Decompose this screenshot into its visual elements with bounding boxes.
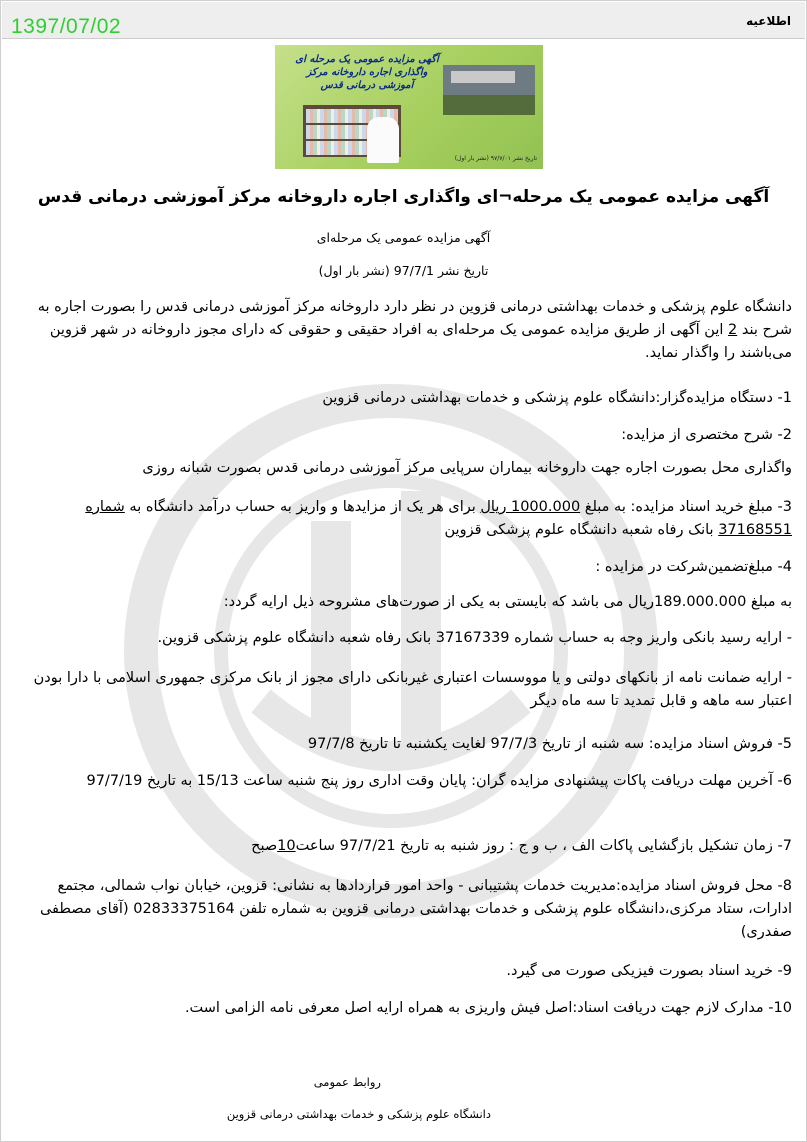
item-4-option-2: - ارایه ضمانت نامه از بانکهای دولتی و یا مووسسات اعتباری غیربانکی دارای مجوز از بانک مرکزی جمهوری اسلامی با دارا بودن اعتبار سه ماهه و قابل تمدید تا سه ماه دیگر: [33, 670, 792, 709]
signature-university: دانشگاه علوم پزشکی و خدمات بهداشتی درمانی قزوین: [226, 1107, 491, 1121]
announcement-title: آگهی مزایده عمومی یک مرحله¬ای واگذاری اجاره داروخانه مرکز آموزشی درمانی قدس: [37, 187, 770, 207]
item-1: 1- دستگاه مزایده‌گزار:دانشگاه علوم پزشکی و خدمات بهداشتی درمانی قزوین: [322, 390, 792, 406]
item-9: 9- خرید اسناد بصورت فیزیکی صورت می گیرد.: [506, 963, 792, 979]
announcement-banner-image: [275, 45, 543, 169]
intro-paragraph: دانشگاه علوم پزشکی و خدمات بهداشتی درمانی قزوین در نظر دارد داروخانه مرکز آموزشی درمانی قدس را بصورت اجاره به شرح بند 2 این آگهی از طریق مزایده عمومی یک مرحله‌ای به افراد حقیقی و حقوقی که دارای مجوز داروخانه در شهر قزوین می‌باشند را واگذار نماید.: [37, 299, 792, 361]
item-10: 10- مدارک لازم جهت دریافت اسناد:اصل فیش واریزی به همراه ارایه اصل معرفی نامه الزامی است.: [184, 1000, 792, 1016]
item-4-text: به مبلغ 189.000.000ریال می باشد که بایستی به یکی از صورت‌های مشروحه ذیل ارایه گردد:: [223, 594, 792, 610]
opening-hour: 10: [277, 838, 296, 854]
item-2-heading: 2- شرح مختصری از مزایده:: [621, 427, 792, 443]
announcement-subtitle: آگهی مزایده عمومی یک مرحله‌ای: [316, 230, 491, 245]
clause-number: 2: [728, 322, 738, 338]
item-3: 3- مبلغ خرید اسناد مزایده: به مبلغ 1000.000 ریال برای هر یک از مزایدها و واریز به حساب درآمد دانشگاه به شماره 37168551 بانک رفاه شعبه دانشگاه علوم پزشکی قزوین: [85, 499, 792, 538]
banner-text: [287, 53, 447, 92]
banner-text-line3: آموزشی درمانی قدس: [320, 80, 414, 91]
publish-date: تاریخ نشر 97/7/1 (نشر بار اول): [318, 263, 489, 278]
signature-department: روابط عمومی: [313, 1075, 381, 1089]
date-stamp: 1397/07/02: [11, 15, 122, 38]
account-number: 37168551: [718, 522, 792, 538]
banner-text-line1: آگهی مزایده عمومی یک مرحله ای: [295, 54, 439, 65]
header-bar: [2, 2, 805, 39]
banner-note: تاریخ نشر ۹۷/۷/۰۱ (نشر بار اول): [454, 155, 537, 162]
banner-text-line2: واگذاری اجاره داروخانه مرکز: [306, 67, 428, 78]
item-4-heading: 4- مبلغ‌تضمین‌شرکت در مزایده :: [595, 559, 792, 575]
item-8: 8- محل فروش اسناد مزایده:مدیریت خدمات پشتیبانی - واحد امور قراردادها به نشانی: قزوین، خیابان نواب شمالی، مجتمع ادارات، ستاد مرکزی،دانشگاه علوم پزشکی و خدمات بهداشتی درمانی قزوین به شماره تلفن 02833375164 (آقای مصطفی صفدری): [39, 878, 792, 940]
item-7: 7- زمان تشکیل بازگشایی پاکات الف ، ب و ج : روز شنبه به تاریخ 97/7/21 ساعت10صبح: [251, 838, 792, 854]
pharmacist-graphic: [367, 117, 399, 163]
item-6: 6- آخرین مهلت دریافت پاکات پیشنهادی مزایده گران: پایان وقت اداری روز پنج شنبه ساعت 15/13 به تاریخ 97/7/19: [86, 773, 792, 789]
header-label: اطلاعیه: [746, 14, 791, 28]
item-2-text: واگذاری محل بصورت اجاره جهت داروخانه بیماران سرپایی مرکز آموزشی درمانی قدس بصورت شبانه روزی: [142, 460, 792, 476]
building-photo-graphic: [443, 65, 535, 115]
item-4-option-1: - ارایه رسید بانکی واریز وجه به حساب شماره 37167339 بانک رفاه شعبه دانشگاه علوم پزشکی قزوین.: [157, 630, 792, 646]
item-5: 5- فروش اسناد مزایده: سه شنبه از تاریخ 97/7/3 لغایت یکشنبه تا تاریخ 97/7/8: [307, 736, 792, 752]
purchase-amount: 1000.000 ریال: [480, 499, 581, 515]
